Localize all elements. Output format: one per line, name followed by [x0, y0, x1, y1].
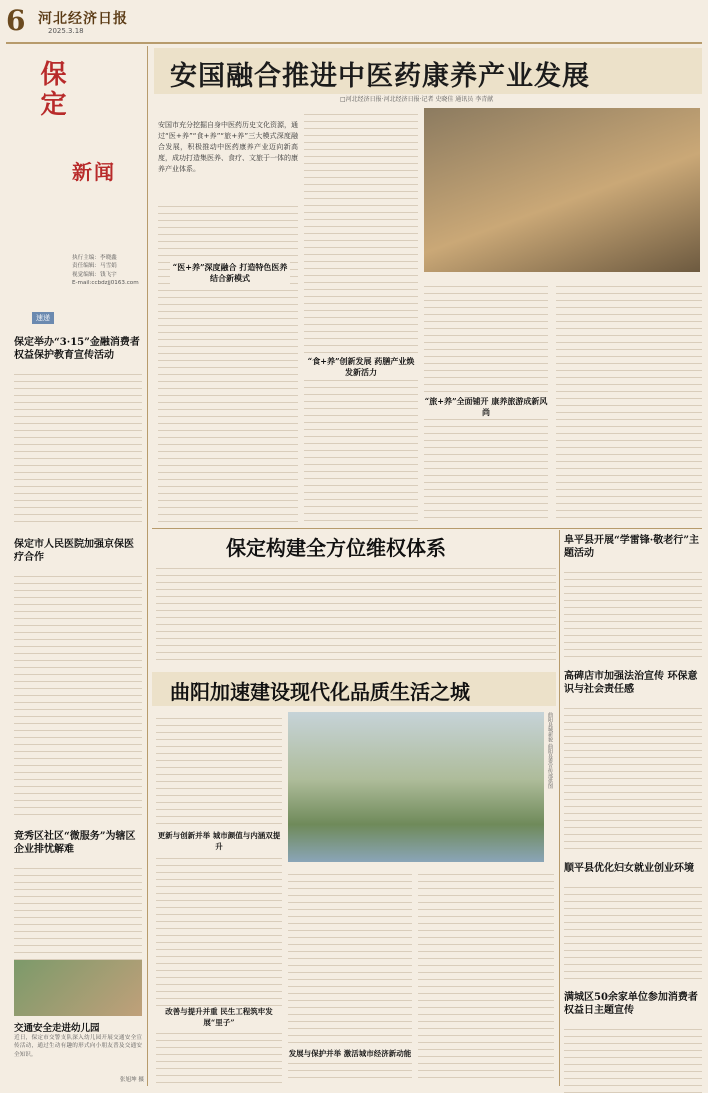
story3-title: 曲阳加速建设现代化品质生活之城 — [170, 680, 470, 704]
article-title: 顺平县优化妇女就业创业环境 — [564, 863, 694, 874]
issue-date: 2025.3.18 — [48, 27, 84, 35]
editor-email: E-mail:ccbdzjj0163.com — [72, 280, 139, 287]
page-number: 6 — [6, 4, 26, 37]
article-title: 保定举办“3·15”金融消费者权益保护教育宣传活动 — [14, 337, 140, 361]
article-title: 阜平县开展“学雷锋·敬老行”主题活动 — [564, 535, 699, 559]
main-subhead-2: “食+养”创新发展 药膳产业焕发新活力 — [304, 356, 418, 378]
express-label: 速递 — [32, 312, 54, 324]
right-articles — [564, 534, 702, 1093]
editor-line: 视觉编辑：钱飞宇 — [72, 271, 117, 278]
main-intro: 安国市充分挖掘自身中医药历史文化资源，通过“医+养”“食+养”“旅+养”三大模式深度融合发展，积极推动中医药康养产业迈向新高度，成功打造集医养、食疗、文旅于一体的康养产业体系。 — [158, 121, 298, 173]
article-title: 竞秀区社区“微服务”为辖区企业排忧解难 — [14, 831, 136, 855]
story2-body — [156, 562, 556, 666]
city-photo-credit: 曲阳县城新貌 曲阳县委宣传部供图 — [547, 712, 553, 789]
left-articles — [14, 336, 142, 972]
section-label: 保定 — [36, 60, 66, 120]
story3-subhead-3: 发展与保护并举 激活城市经济新动能 — [288, 1049, 412, 1058]
story3-subhead-2: 改善与提升并重 民生工程筑牢发展“里子” — [156, 1006, 282, 1028]
story3-subhead-1: 更新与创新并举 城市颜值与内涵双提升 — [157, 831, 281, 851]
main-title: 安国融合推进中医药康养产业发展 — [170, 61, 590, 92]
kindergarten-photo — [14, 960, 142, 1016]
photo-caption: 近日，保定市交警支队深入幼儿园开展交通安全宣传活动，通过生动有趣的形式向小朋友普及交通安全知识。 — [14, 1035, 142, 1058]
article-title: 高碑店市加强法治宣传 环保意识与社会责任感 — [564, 671, 698, 695]
editor-line: 责任编辑：马雪娟 — [72, 263, 117, 270]
photo-title: 交通安全走进幼儿园 — [14, 1023, 100, 1034]
main-body-col1 — [158, 200, 298, 525]
editor-box — [72, 254, 142, 288]
main-subhead-3: “旅+养”全面铺开 康养旅游成新风尚 — [424, 396, 548, 417]
paper-name: 河北经济日报 — [38, 11, 128, 27]
main-photo — [424, 108, 700, 272]
main-byline: □河北经济日报·河北经济日报·记者 史晓佳 通讯员 李青献 — [340, 96, 494, 103]
story3-col1 — [156, 712, 282, 1084]
story2-title: 保定构建全方位维权体系 — [226, 536, 446, 560]
city-photo — [288, 712, 544, 862]
photo-credit: 张旭坤 摄 — [119, 1077, 144, 1083]
article-title: 保定市人民医院加强京保医疗合作 — [14, 539, 134, 563]
main-body-col2 — [304, 108, 418, 524]
editor-line: 执行主编：李晓鑫 — [72, 255, 117, 261]
main-body-col4 — [556, 280, 702, 524]
subsection-label: 新闻 — [72, 160, 116, 184]
story3-col3 — [418, 868, 554, 1084]
article-title: 满城区50余家单位参加消费者权益日主题宣传 — [564, 992, 698, 1016]
main-subhead-1: “医+养”深度融合 打造特色医养结合新模式 — [170, 262, 290, 284]
